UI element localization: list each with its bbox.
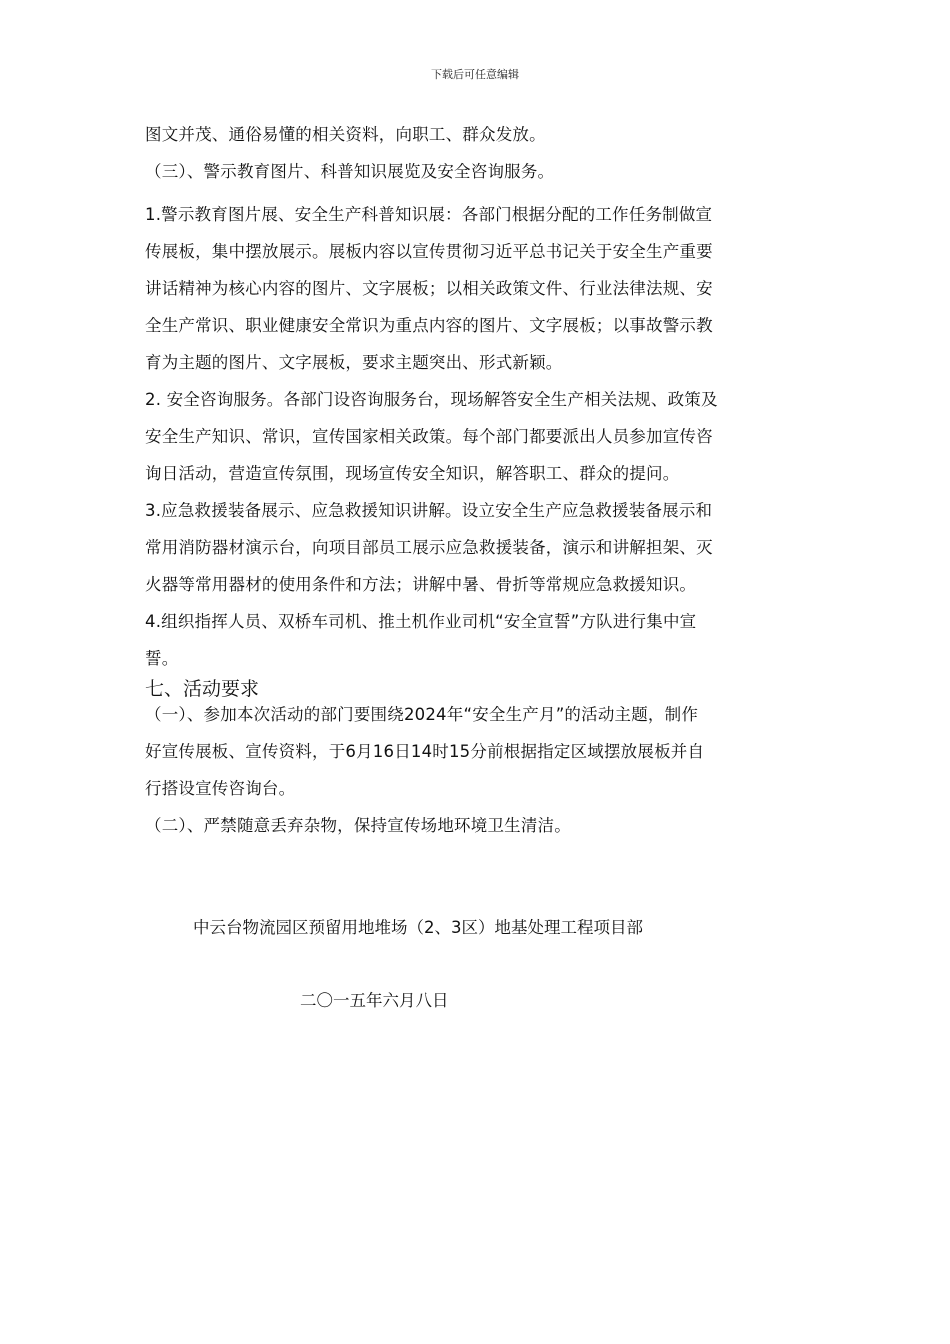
text-line: （一）、参加本次活动的部门要围绕2024年“安全生产月”的活动主题，制作 bbox=[145, 705, 699, 724]
text-line: 传展板，集中摆放展示。展板内容以宣传贯彻习近平总书记关于安全生产重要 bbox=[145, 242, 713, 261]
activity-items bbox=[145, 196, 810, 677]
text-line: 育为主题的图片、文字展板，要求主题突出、形式新颖。 bbox=[145, 353, 563, 372]
text-line: 4.组织指挥人员、双桥车司机、推土机作业司机“安全宣誓”方队进行集中宣 bbox=[145, 612, 697, 631]
section-heading-seven: 七、活动要求 bbox=[145, 678, 260, 700]
subsection-title-3: （三）、警示教育图片、科普知识展览及安全咨询服务。 bbox=[145, 162, 555, 181]
intro-paragraphs bbox=[145, 116, 810, 190]
text-line: 讲话精神为核心内容的图片、文字展板；以相关政策文件、行业法律法规、安 bbox=[145, 279, 713, 298]
text-line: 火器等常用器材的使用条件和方法；讲解中暑、骨折等常规应急救援知识。 bbox=[145, 575, 697, 594]
text-line: 安全生产知识、常识，宣传国家相关政策。每个部门都要派出人员参加宣传咨 bbox=[145, 427, 713, 446]
text-line: 询日活动，营造宣传氛围，现场宣传安全知识，解答职工、群众的提问。 bbox=[145, 464, 680, 483]
text-line: 常用消防器材演示台，向项目部员工展示应急救援装备，演示和讲解担架、灭 bbox=[145, 538, 713, 557]
text-line: 全生产常识、职业健康安全常识为重点内容的图片、文字展板；以事故警示教 bbox=[145, 316, 713, 335]
text-line: 1.警示教育图片展、安全生产科普知识展：各部门根据分配的工作任务制做宣 bbox=[145, 205, 713, 224]
text-line: 3.应急救援装备展示、应急救援知识讲解。设立安全生产应急救援装备展示和 bbox=[145, 501, 713, 520]
text-line: 2. 安全咨询服务。各部门设咨询服务台，现场解答安全生产相关法规、政策及 bbox=[145, 390, 718, 409]
text-line: 誓。 bbox=[145, 649, 179, 668]
text-line: （二）、严禁随意丢弃杂物，保持宣传场地环境卫生清洁。 bbox=[145, 816, 571, 835]
text-line: 行搭设宣传咨询台。 bbox=[145, 779, 296, 798]
requirements-paragraphs bbox=[145, 696, 810, 844]
signature-organization: 中云台物流园区预留用地堆场（2、3区）地基处理工程项目部 bbox=[193, 918, 643, 937]
text-line: 图文并茂、通俗易懂的相关资料，向职工、群众发放。 bbox=[145, 125, 546, 144]
signature-date: 二〇一五年六月八日 bbox=[300, 991, 449, 1010]
text-line: 好宣传展板、宣传资料，于6月16日14时15分前根据指定区域摆放展板并自 bbox=[145, 742, 705, 761]
page-header-note: 下载后可任意编辑 bbox=[431, 68, 519, 81]
